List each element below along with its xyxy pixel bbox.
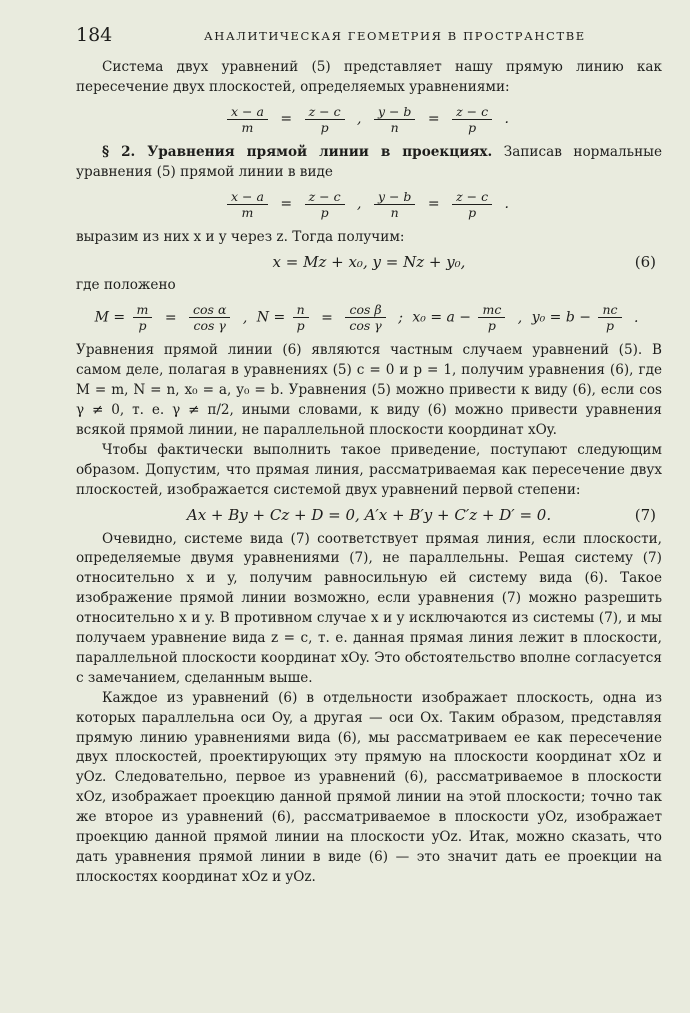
equation-6-body: x = Mz + x₀, y = Nz + y₀, [272, 252, 466, 271]
page-number: 184 [76, 24, 113, 46]
denominator: p [487, 318, 496, 334]
equation-6-number: (6) [634, 252, 656, 271]
numerator: cos β [345, 302, 385, 318]
section-paragraph [76, 143, 662, 183]
def-x0: x₀ = a − [412, 309, 472, 326]
def-N: N = [256, 309, 286, 326]
fraction [227, 189, 268, 220]
fraction [189, 302, 230, 333]
fraction [133, 302, 153, 333]
numerator: z − c [305, 189, 345, 205]
def-M: M = [94, 309, 126, 326]
fraction [305, 104, 345, 135]
paragraph-6: Чтобы фактически выполнить такое приведение, поступают следующим образом. Допустим, что прямая линия, рассматриваемая как пересечение двух плоскостей, изображается системой двух уравнений первой степени: [76, 441, 662, 498]
section-title: § 2. Уравнения прямой линии в проекциях. [102, 143, 493, 160]
paragraph-1: Система двух уравнений (5) представляет нашу прямую линию как пересечение двух плоскостей, определяемых уравнениями: [76, 59, 662, 95]
fraction [227, 104, 268, 135]
numerator: mc [478, 302, 505, 318]
section-text: Записав нормальные уравнения (5) прямой линии в виде [76, 143, 662, 180]
numerator: y − b [374, 104, 415, 120]
paragraph-4: где положено [76, 277, 176, 294]
denominator: p [605, 318, 614, 334]
numerator: x − a [227, 104, 268, 120]
denominator: m [241, 204, 254, 220]
equation-7-number: (7) [634, 505, 656, 524]
denominator: p [468, 119, 477, 135]
fraction [598, 302, 621, 333]
numerator: x − a [227, 189, 268, 205]
denominator: n [390, 119, 399, 135]
numerator: z − c [452, 189, 492, 205]
denominator: m [241, 119, 254, 135]
fraction [345, 302, 385, 333]
denominator: p [468, 204, 477, 220]
fraction [478, 302, 505, 333]
numerator: nc [598, 302, 621, 318]
equation-normal-form: $\frac{x - a}{m}$ = $\frac{z - c}{p}$ , $\frac{y - b}{n}$ = $\frac{z - c}{p}$ . [76, 189, 662, 220]
fraction [374, 189, 415, 220]
numerator: z − c [305, 104, 345, 120]
fraction [293, 302, 309, 333]
denominator: p [138, 318, 147, 334]
fraction [452, 104, 492, 135]
paragraph-3: выразим из них x и y через z. Тогда получим: [76, 228, 405, 245]
denominator: cos γ [349, 318, 382, 334]
numerator: m [133, 302, 153, 318]
numerator: n [293, 302, 309, 318]
fraction [374, 104, 415, 135]
def-y0: y₀ = b − [531, 309, 591, 326]
denominator: p [296, 318, 305, 334]
equation-system-5: $\frac{x - a}{m}$ = $\frac{z - c}{p}$ , $\frac{y - b}{n}$ = $\frac{z - c}{p}$ . [76, 104, 662, 135]
page-header [76, 24, 662, 50]
equation-7-body: Ax + By + Cz + D = 0, A′x + B′y + C′z + D′ = 0. [186, 505, 552, 524]
paragraph-8: Каждое из уравнений (6) в отдельности изображает плоскость, одна из которых параллельна оси Oy, а другая — оси Ox. Таким образом, представляя прямую линию уравнениями вида (6), мы рассматриваем ее как пересечение двух плоскостей, проектирующих эту прямую на плоскости координат xOz и yOz. Следовательно, первое из уравнений (6), рассматриваемое в плоскости xOz, изображает проекцию данной прямой линии на этой плоскости; точно так же второе из уравнений (6), рассматриваемое в плоскости yOz, изображает проекцию данной прямой линии на плоскости yOz. Итак, можно сказать, что дать уравнения прямой линии в виде (6) — это значит дать ее проекции на плоскостях координат xOz и yOz. [76, 689, 662, 885]
equation-7 [76, 506, 662, 526]
denominator: cos γ [193, 318, 226, 334]
paragraph-5: Уравнения прямой линии (6) являются частным случаем уравнений (5). В самом деле, полагая в уравнениях (5) c = 0 и p = 1, получим уравнения (6), где M = m, N = n, x₀ = a, y₀ = b. Уравнения (5) можно привести к виду (6), если cos γ ≠ 0, т. е. γ ≠ π/2, иными словами, к виду (6) можно привести уравнения всякой прямой линии, не параллельной плоскости координат xOy. [76, 342, 662, 438]
running-title: АНАЛИТИЧЕСКАЯ ГЕОМЕТРИЯ В ПРОСТРАНСТВЕ [204, 29, 586, 43]
denominator: p [320, 119, 329, 135]
numerator: cos α [189, 302, 230, 318]
denominator: n [390, 204, 399, 220]
fraction [305, 189, 345, 220]
equation-6 [76, 253, 662, 273]
equation-definitions: M = $\frac{m}{p}$ = $\frac{\text{cos α}}{\text{cos γ}}$ , N = $\frac{n}{p}$ = $\frac{\text{cos β}}{\text{cos γ}}$ ; x₀ = a − $\frac{mc}{p}$ , y₀ = b − $\frac{nc}{p}$ . [94, 302, 639, 334]
numerator: z − c [452, 104, 492, 120]
denominator: p [320, 204, 329, 220]
paragraph-7: Очевидно, системе вида (7) соответствует прямая линия, если плоскости, определяемые двумя уравнениями (7), не параллельны. Решая систему (7) относительно x и y, получим равносильную ей систему вида (6). Такое изображение прямой линии возможно, если уравнения (7) можно разрешить относительно x и y. В противном случае x и y исключаются из системы (7), и мы получаем уравнение вида z = c, т. е. данная прямая линия лежит в плоскости, параллельной плоскости координат xOy. Это обстоятельство вполне согласуется с замечанием, сделанным выше. [76, 530, 662, 686]
page-body [76, 58, 662, 888]
numerator: y − b [374, 189, 415, 205]
fraction [452, 189, 492, 220]
